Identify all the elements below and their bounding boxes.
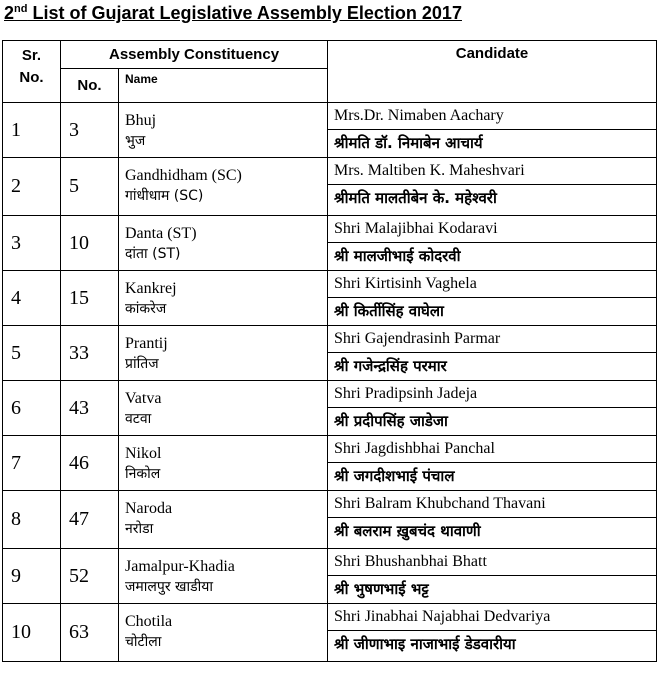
candidate-name-hi: श्री जगदीशभाई पंचाल	[334, 467, 455, 485]
candidate-name-en: Shri Balram Khubchand Thavani	[328, 491, 656, 518]
constituency-name-hi: भुज	[125, 133, 146, 149]
constituency-name-en: Naroda	[125, 500, 173, 517]
constituency-no-cell: 33	[61, 326, 119, 381]
header-name: Name	[119, 69, 328, 103]
constituency-name-hi: चोटीला	[125, 634, 162, 650]
sr-no-cell: 9	[3, 549, 61, 604]
candidate-name-hi: श्री गजेन्द्रसिंह परमार	[334, 357, 447, 375]
sr-no-cell: 6	[3, 381, 61, 436]
candidate-name-hi: श्री किर्तीसिंह वाघेला	[334, 302, 444, 320]
constituency-name-cell	[119, 158, 328, 216]
constituency-name-en: Nikol	[125, 445, 162, 462]
header-no: No.	[61, 69, 119, 103]
candidate-cell	[328, 604, 657, 662]
constituency-name-hi: वटवा	[125, 411, 152, 427]
constituency-name-hi: गांधीधाम (SC)	[125, 188, 204, 204]
constituency-name-en: Vatva	[125, 390, 162, 407]
constituency-no-cell: 47	[61, 491, 119, 549]
candidate-cell	[328, 381, 657, 436]
constituency-name-hi: दांता (ST)	[125, 246, 181, 262]
candidate-name-hi: श्री मालजीभाई कोदरवी	[334, 247, 461, 265]
table-row	[3, 158, 657, 216]
candidate-name-en: Shri Pradipsinh Jadeja	[328, 381, 656, 408]
table-row	[3, 216, 657, 271]
candidate-name-en: Shri Jinabhai Najabhai Dedvariya	[328, 604, 656, 631]
header-assembly-constituency: Assembly Constituency	[61, 41, 328, 69]
constituency-name-cell	[119, 491, 328, 549]
constituency-name-cell	[119, 549, 328, 604]
constituency-name-cell	[119, 436, 328, 491]
constituency-name-hi: नरोडा	[125, 521, 154, 537]
constituency-no-cell: 10	[61, 216, 119, 271]
candidate-name-hi: श्री प्रदीपसिंह जाडेजा	[334, 412, 448, 430]
candidate-cell	[328, 326, 657, 381]
candidate-name-hi: श्री भुषणभाई भट्ट	[334, 580, 429, 598]
table-row	[3, 271, 657, 326]
sr-no-cell: 3	[3, 216, 61, 271]
table-row	[3, 491, 657, 549]
constituency-name-hi: कांकरेज	[125, 301, 167, 317]
candidate-name-en: Shri Gajendrasinh Parmar	[328, 326, 656, 353]
title-prefix: 2	[4, 3, 15, 23]
constituency-no-cell: 63	[61, 604, 119, 662]
sr-no-cell: 10	[3, 604, 61, 662]
constituency-no-cell: 52	[61, 549, 119, 604]
candidate-name-en: Mrs.Dr. Nimaben Aachary	[328, 103, 656, 130]
table-row	[3, 604, 657, 662]
candidate-cell	[328, 271, 657, 326]
candidate-name-en: Shri Malajibhai Kodaravi	[328, 216, 656, 243]
constituency-name-en: Prantij	[125, 335, 168, 352]
constituency-name-en: Bhuj	[125, 112, 157, 129]
sr-no-cell: 1	[3, 103, 61, 158]
constituency-no-cell: 15	[61, 271, 119, 326]
constituency-no-cell: 43	[61, 381, 119, 436]
candidate-cell	[328, 436, 657, 491]
title-text: List of Gujarat Legislative Assembly Election 2017	[27, 3, 462, 23]
candidate-name-hi: श्री बलराम ख़ुबचंद थावाणी	[334, 522, 481, 540]
sr-no-cell: 7	[3, 436, 61, 491]
constituency-name-en: Chotila	[125, 613, 173, 630]
table-row	[3, 381, 657, 436]
constituency-name-cell	[119, 216, 328, 271]
constituency-name-hi: जमालपुर खाडीया	[125, 579, 213, 595]
candidate-name-hi: श्री जीणाभाइ नाजाभाई डेडवारीया	[334, 635, 516, 653]
sr-no-cell: 4	[3, 271, 61, 326]
constituency-name-en: Jamalpur-Khadia	[125, 558, 235, 575]
header-candidate: Candidate	[328, 41, 657, 103]
constituency-name-hi: निकोल	[125, 466, 161, 482]
constituency-name-en: Gandhidham (SC)	[125, 167, 242, 184]
candidate-name-en: Shri Jagdishbhai Panchal	[328, 436, 656, 463]
candidate-name-en: Shri Kirtisinh Vaghela	[328, 271, 656, 298]
candidate-cell	[328, 549, 657, 604]
constituency-name-cell	[119, 103, 328, 158]
title-superscript: nd	[14, 3, 28, 15]
header-sr-no: Sr. No.	[3, 41, 61, 103]
candidate-name-hi: श्रीमति डॉ. निमाबेन आचार्य	[334, 134, 483, 152]
candidate-list-table	[2, 40, 657, 662]
page-title	[4, 3, 462, 24]
constituency-name-en: Danta (ST)	[125, 225, 197, 242]
table-row	[3, 326, 657, 381]
constituency-name-cell	[119, 326, 328, 381]
table-row	[3, 436, 657, 491]
table-row	[3, 549, 657, 604]
sr-no-cell: 8	[3, 491, 61, 549]
constituency-name-cell	[119, 271, 328, 326]
constituency-no-cell: 3	[61, 103, 119, 158]
sr-no-cell: 5	[3, 326, 61, 381]
candidate-cell	[328, 158, 657, 216]
constituency-no-cell: 46	[61, 436, 119, 491]
candidate-cell	[328, 216, 657, 271]
constituency-name-cell	[119, 381, 328, 436]
constituency-no-cell: 5	[61, 158, 119, 216]
candidate-cell	[328, 491, 657, 549]
sr-no-cell: 2	[3, 158, 61, 216]
constituency-name-cell	[119, 604, 328, 662]
table-row	[3, 103, 657, 158]
candidate-name-en: Shri Bhushanbhai Bhatt	[328, 549, 656, 576]
candidate-name-en: Mrs. Maltiben K. Maheshvari	[328, 158, 656, 185]
candidate-cell	[328, 103, 657, 158]
constituency-name-hi: प्रांतिज	[125, 356, 159, 372]
constituency-name-en: Kankrej	[125, 280, 177, 297]
candidate-name-hi: श्रीमति मालतीबेन के. महेश्वरी	[334, 189, 497, 207]
